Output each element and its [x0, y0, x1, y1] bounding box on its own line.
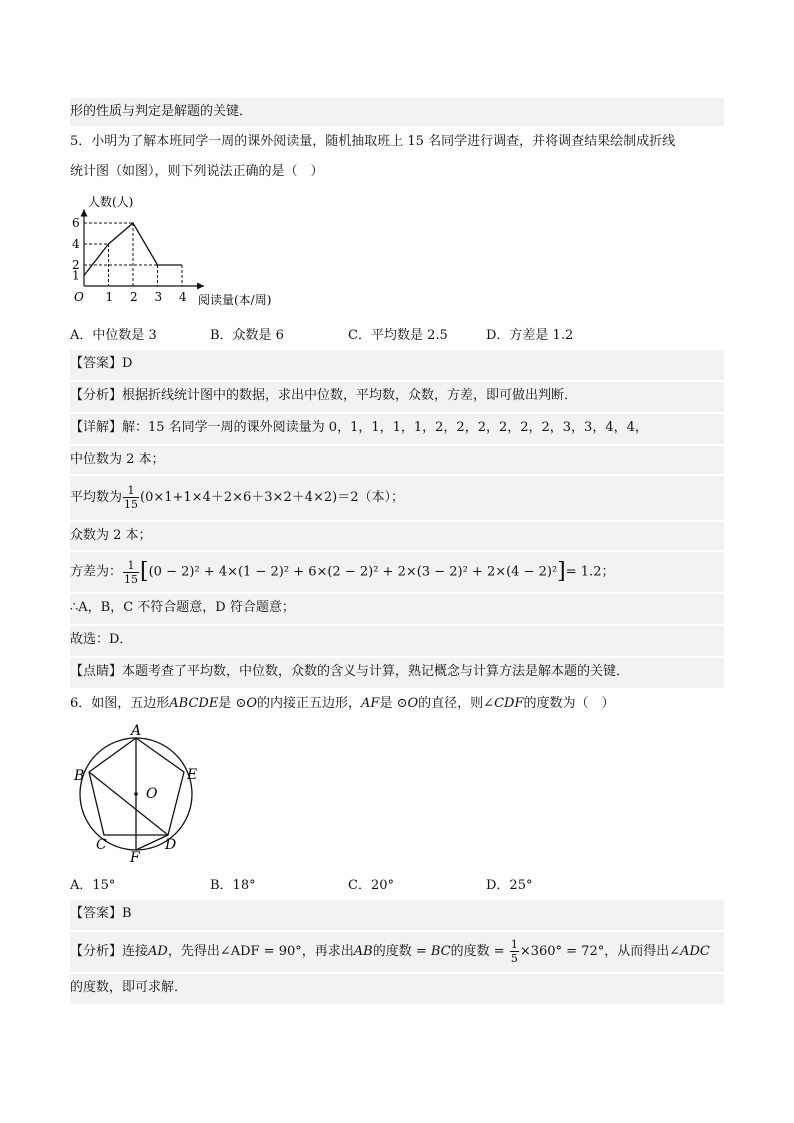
origin-label: O: [74, 290, 84, 304]
label-b: B: [74, 768, 85, 784]
q6-answer: 【答案】B: [70, 900, 724, 930]
y-tick-label: 1: [72, 268, 80, 283]
q5-option-d[interactable]: D．方差是 1.2: [486, 328, 574, 343]
q5-mode: 众数为 2 本；: [70, 522, 724, 550]
q5-comment: 【点睛】本题考查了平均数，中位数，众数的含义与计算，熟记概念与计算方法是解本题的关键．: [70, 658, 724, 688]
y-tick-label: 4: [72, 237, 80, 251]
x-tick-label: 2: [130, 290, 138, 304]
q5-analysis: 【分析】根据折线统计图中的数据，求出中位数，平均数，众数，方差，即可做出判断．: [70, 382, 724, 412]
q5-median: 中位数为 2 本；: [70, 446, 724, 474]
q6-pentagon-figure: [70, 722, 210, 864]
q5-option-a[interactable]: A．中位数是 3: [70, 328, 157, 343]
q5-option-c[interactable]: C．平均数是 2.5: [348, 328, 448, 343]
x-tick-label: 4: [179, 290, 187, 304]
y-tick-label: 6: [72, 216, 80, 230]
q6-option-d[interactable]: D．25°: [486, 878, 533, 893]
q5-answer: 【答案】D: [70, 350, 724, 380]
label-f: F: [130, 850, 140, 864]
label-e: E: [187, 767, 198, 783]
q5-stem-line2: 统计图（如图），则下列说法正确的是（ ）: [70, 164, 324, 179]
q6-option-c[interactable]: C．20°: [348, 878, 394, 893]
y-tick-label: 2: [72, 258, 80, 272]
y-axis-label: 人数(人): [88, 195, 134, 209]
q5-line-chart: [70, 190, 310, 316]
center-dot: [134, 792, 138, 796]
variance-fraction: $\frac{1}{15}$: [124, 558, 139, 586]
segment-bd: [89, 772, 168, 835]
arc-fraction: $\frac{1}{5}$: [510, 938, 518, 965]
q6-option-a[interactable]: A．15°: [70, 878, 116, 893]
label-c: C: [96, 837, 107, 853]
q5-choose: 故选：D．: [70, 626, 724, 656]
mean-fraction: $\frac{1}{15}$: [124, 484, 139, 511]
x-tick-label: 1: [105, 290, 114, 304]
q6-analysis-tail: 的度数，即可求解．: [70, 974, 724, 1004]
label-d: D: [165, 837, 177, 853]
q5-mean: 平均数为 $\frac{1}{15}$ (0×1+1×4＋2×6＋3×2＋4×2)＝2（本）；: [70, 476, 724, 520]
q6-stem: 6．如图，五边形ABCDE是 ⊙O的内接正五边形，AF是 ⊙O的直径，则∠CDF的度数为（ ）: [70, 696, 615, 711]
q5-stem-line1: 5．小明为了解本班同学一周的课外阅读量，随机抽取班上 15 名同学进行调查，并将调查结果绘制成折线: [70, 134, 676, 149]
q5-detail: 【详解】解：15 名同学一周的课外阅读量为 0，1，1，1，1，2，2，2，2，2，2，3，3，4，4，: [70, 414, 724, 444]
x-axis-label: 阅读量(本/周): [198, 293, 272, 307]
q6-option-b[interactable]: B．18°: [210, 878, 256, 893]
q5-option-b[interactable]: B．众数是 6: [210, 328, 284, 343]
q5-variance: 方差为： $\frac{1}{15}$ [(0 − 2)² + 4×(1 − 2)² + 6×(2 − 2)² + 2×(3 − 2)² + 2×(4 − 2)²]= 1.2；: [70, 552, 724, 592]
q6-analysis: 【分析】连接AD，先得出∠ADF = 90°，再求出AB的度数 = BC的度数 = $\frac{1}{5}$ ×360° = 72°，从而得出∠ADC: [70, 932, 724, 972]
label-a: A: [131, 723, 142, 739]
q5-conclusion: ∴A，B，C 不符合题意，D 符合题意；: [70, 594, 724, 624]
x-tick-label: 3: [154, 290, 163, 304]
label-o: O: [146, 786, 158, 802]
previous-answer-tail: 形的性质与判定是解题的关键．: [70, 98, 724, 126]
